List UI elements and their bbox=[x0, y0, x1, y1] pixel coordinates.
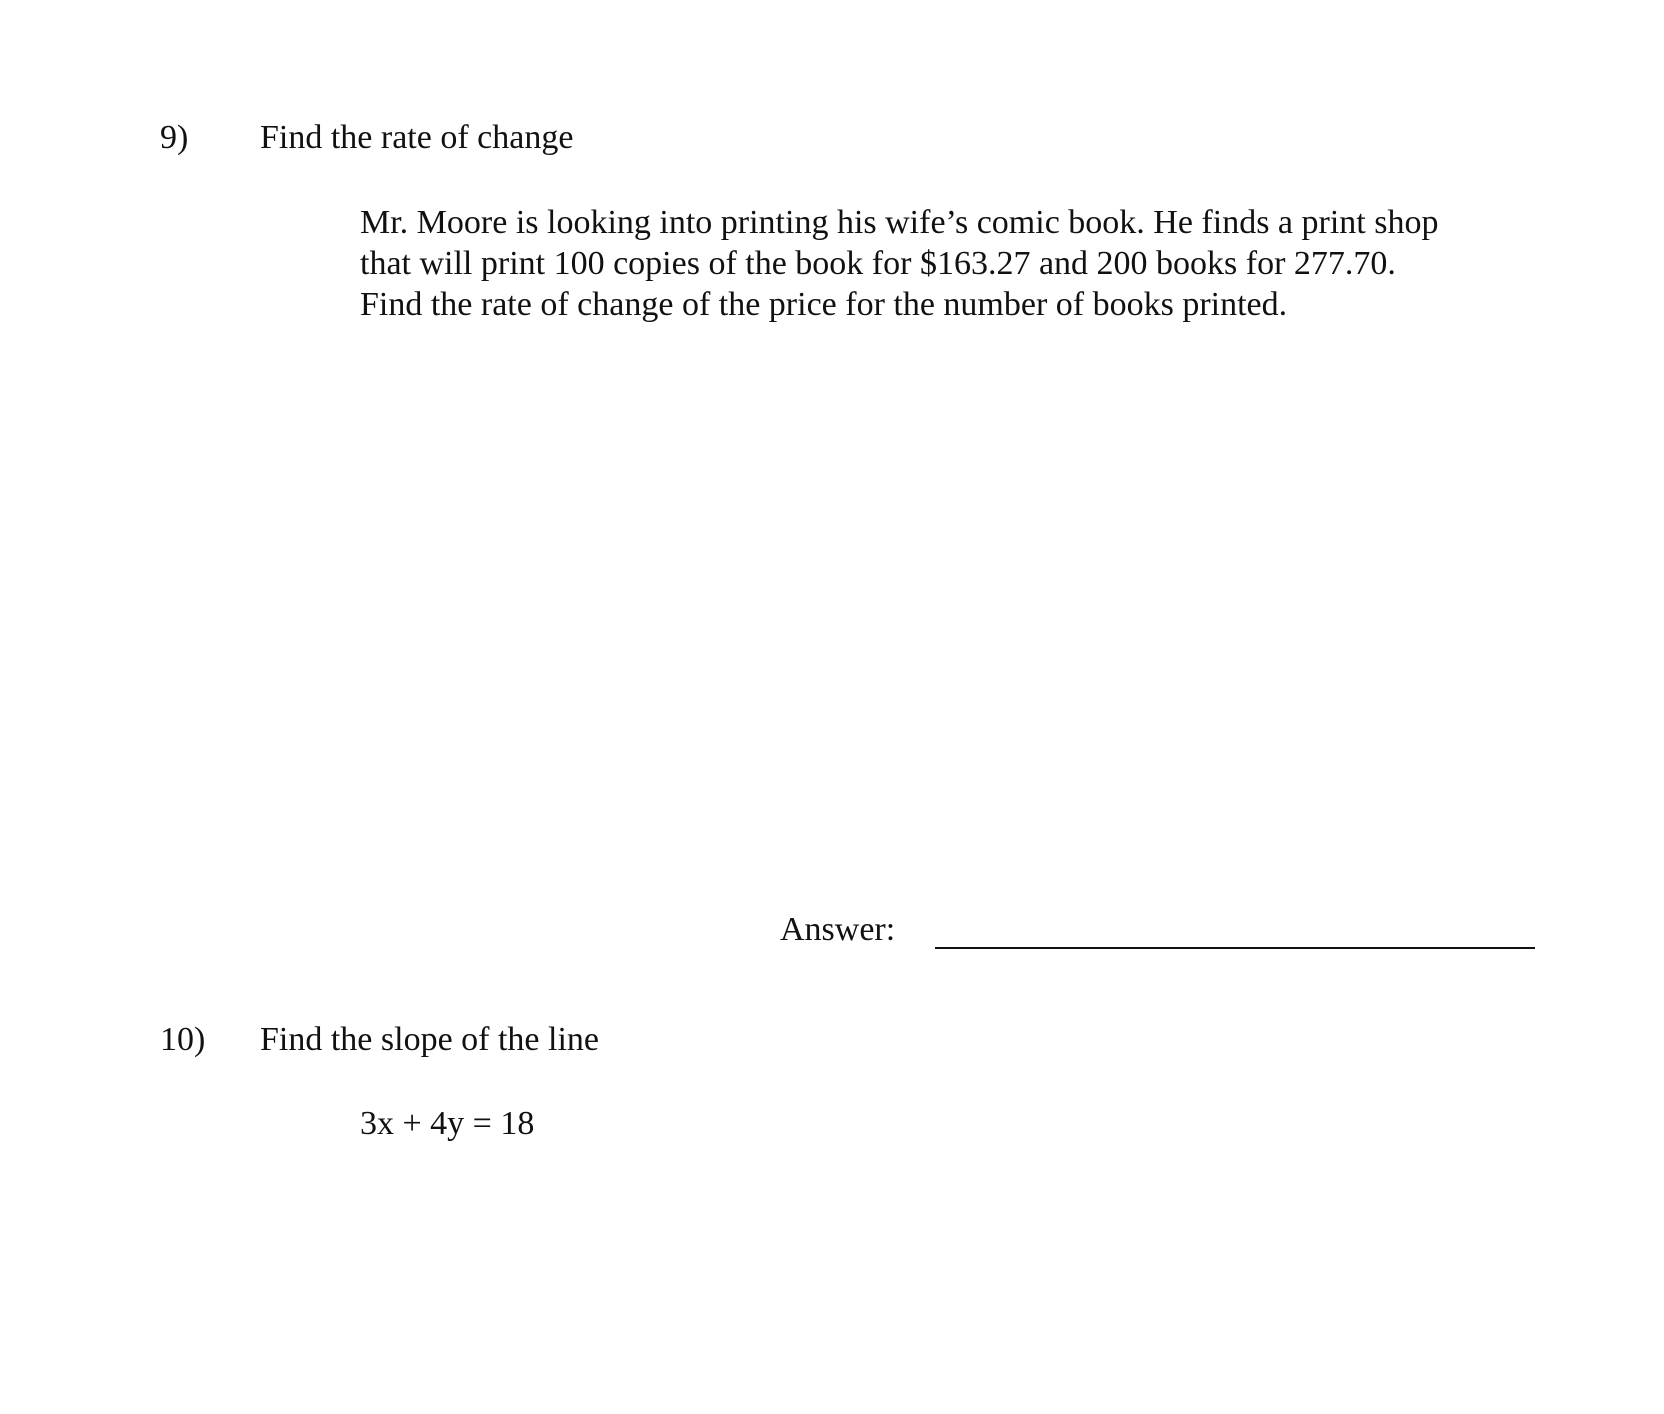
question-10-prompt: Find the slope of the line bbox=[260, 1021, 600, 1058]
question-9-number: 9) bbox=[160, 119, 189, 156]
question-10-number: 10) bbox=[160, 1021, 206, 1058]
problem-line: that will print 100 copies of the book for $163.27 and 200 books for 277.70. bbox=[360, 245, 1396, 282]
question-9-word-problem bbox=[360, 202, 1560, 325]
problem-line: Mr. Moore is looking into printing his wife’s comic book. He finds a print shop bbox=[360, 204, 1439, 241]
answer-label: Answer: bbox=[780, 911, 896, 948]
question-9-prompt: Find the rate of change bbox=[260, 119, 574, 156]
question-10-equation: 3x + 4y = 18 bbox=[360, 1105, 535, 1142]
problem-line: Find the rate of change of the price for the number of books printed. bbox=[360, 286, 1288, 323]
answer-blank-line[interactable] bbox=[935, 947, 1535, 949]
